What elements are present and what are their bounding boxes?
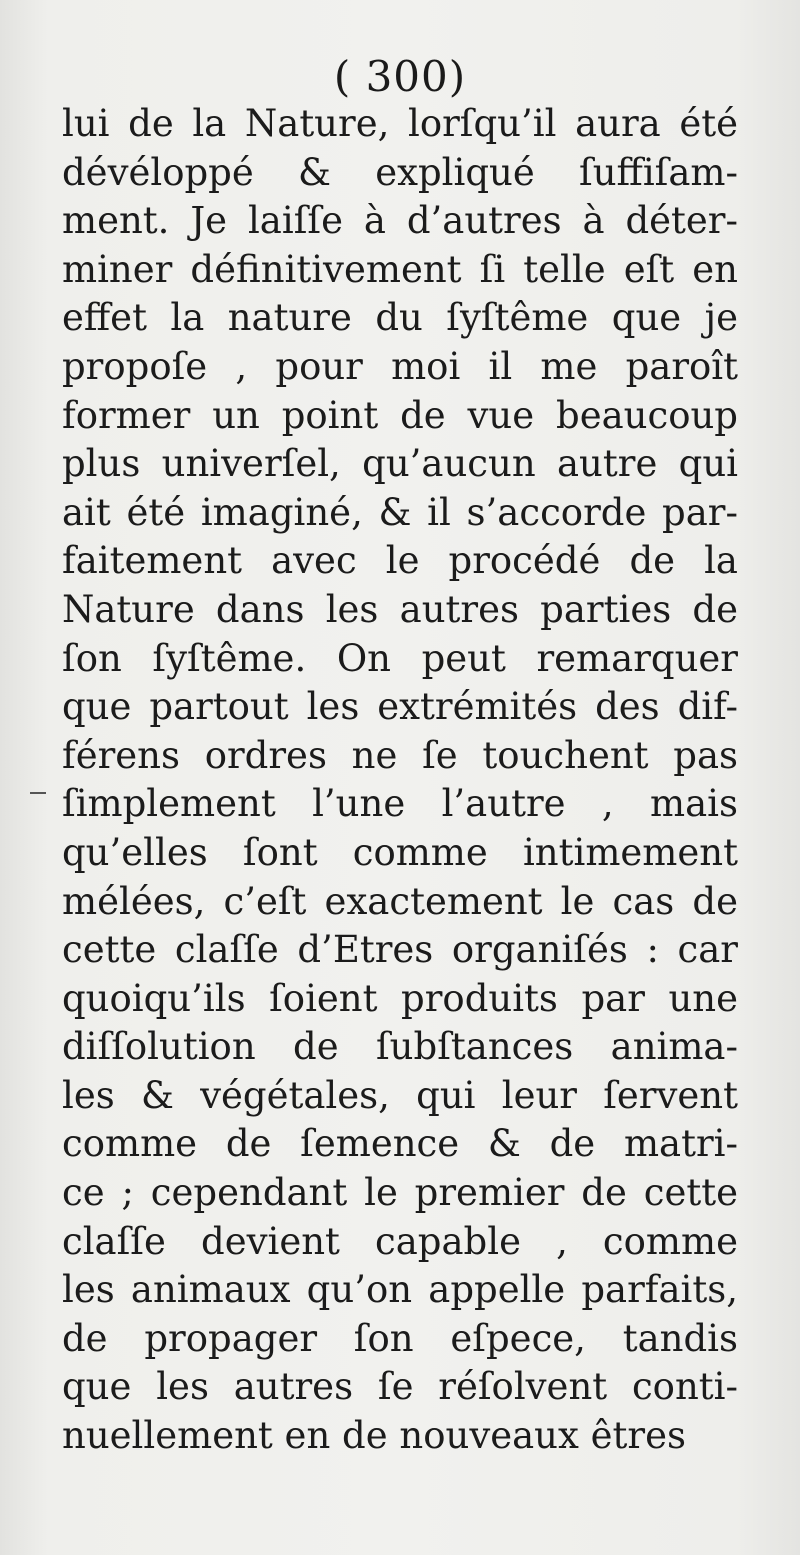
text-line: cette claſſe d’Etres organiſés : car xyxy=(62,928,738,972)
text-line: ſon ſyſtême. On peut remarquer xyxy=(62,636,738,680)
text-line: effet la nature du ſyſtême que je xyxy=(62,296,738,340)
text-line: férens ordres ne ſe touchent pas xyxy=(62,733,738,777)
text-line: les animaux qu’on appelle parfaits, xyxy=(62,1268,738,1312)
margin-dash xyxy=(30,792,46,794)
text-line: de propager ſon eſpece, tandis xyxy=(62,1316,738,1360)
page-number: ( 300) xyxy=(333,52,467,101)
text-line: que les autres ſe réſolvent conti- xyxy=(62,1365,738,1409)
text-line: lui de la Nature, lorſqu’il aura été xyxy=(62,102,738,145)
text-line: miner définitivement ſi telle eſt en xyxy=(62,247,738,291)
text-line: Nature dans les autres parties de xyxy=(62,587,738,631)
text-line: nuellement en de nouveaux êtres xyxy=(62,1414,686,1458)
text-line: qu’elles ſont comme intimement xyxy=(62,830,738,874)
text-line: propoſe , pour moi il me paroît xyxy=(62,344,738,388)
text-line: ment. Je laiſſe à d’autres à déter- xyxy=(62,199,738,243)
text-line: claſſe devient capable , comme xyxy=(62,1219,738,1263)
text-line: dévéloppé & expliqué ſuffiſam- xyxy=(62,150,738,194)
text-line: quoiqu’ils ſoient produits par une xyxy=(62,976,738,1020)
text-line: comme de ſemence & de matri- xyxy=(62,1122,738,1166)
text-line: ſimplement l’une l’autre , mais xyxy=(62,782,738,826)
text-line: ce ; cependant le premier de cette xyxy=(62,1171,738,1215)
text-line: faitement avec le procédé de la xyxy=(62,539,738,583)
text-line: les & végétales, qui leur ſervent xyxy=(62,1073,738,1117)
body-text xyxy=(62,100,738,1461)
text-line: plus univerſel, qu’aucun autre qui xyxy=(62,442,738,486)
text-line: mélées, c’eſt exactement le cas de xyxy=(62,879,738,923)
text-line: diſſolution de ſubſtances anima- xyxy=(62,1025,738,1069)
text-line: former un point de vue beaucoup xyxy=(62,393,738,437)
text-line: que partout les extrémités des dif- xyxy=(62,685,738,729)
text-line: ait été imaginé, & il s’accorde par- xyxy=(62,490,738,534)
